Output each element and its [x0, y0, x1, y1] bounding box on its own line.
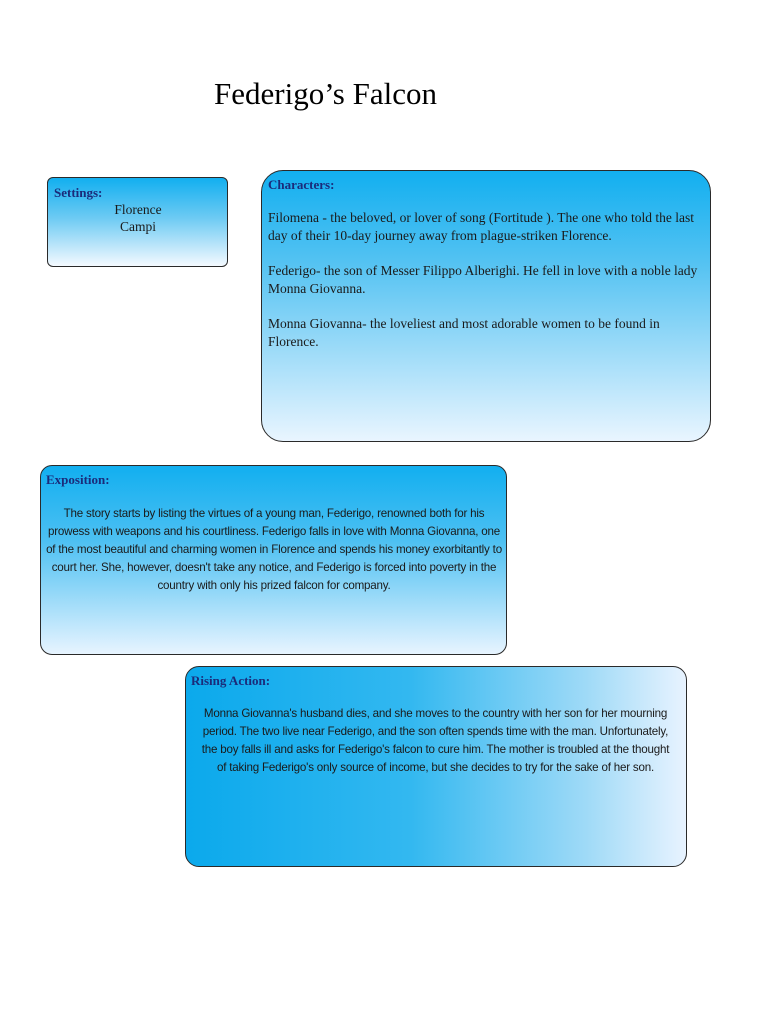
page-title: Federigo’s Falcon: [214, 76, 437, 111]
settings-places: [54, 201, 222, 235]
characters-box: [261, 170, 711, 442]
character-entry-monna-giovanna: Monna Giovanna- the loveliest and most adorable women to be found in Florence.: [268, 316, 660, 349]
settings-heading: Settings:: [54, 185, 103, 200]
exposition-heading: Exposition:: [46, 472, 110, 487]
exposition-text: The story starts by listing the virtues of a young man, Federigo, renowned both for his prowess with weapons and his courtliness. Federigo falls in love with Monna Giovanna, one of the most beautiful and charming women in Florence and spends his money exorbitantly to court her. She, however, doesn't take any notice, and Federigo is forced into poverty in the country with only his prized falcon for company.: [46, 507, 502, 592]
setting-place: Campi: [120, 219, 156, 234]
rising-action-heading: Rising Action:: [191, 673, 271, 688]
settings-box: [47, 177, 228, 267]
character-entry-filomena: Filomena - the beloved, or lover of song (Fortitude ). The one who told the last day of their 10-day journey away from plague-striken Florence.: [268, 210, 695, 243]
characters-heading: Characters:: [268, 177, 335, 192]
rising-action-text: Monna Giovanna's husband dies, and she moves to the country with her son for her mourning period. The two live near Federigo, and the son often spends time with the man. Unfortunately, the boy falls ill and asks for Federigo's falcon to cure him. The mother is troubled at the thought of taking Federigo's only source of income, but she decides to try for the sake of her son.: [201, 707, 670, 774]
rising-action-box: [185, 666, 687, 867]
setting-place: Florence: [114, 202, 162, 217]
exposition-box: [40, 465, 507, 655]
character-entry-federigo: Federigo- the son of Messer Filippo Alberighi. He fell in love with a noble lady Monna Giovanna.: [268, 263, 698, 296]
